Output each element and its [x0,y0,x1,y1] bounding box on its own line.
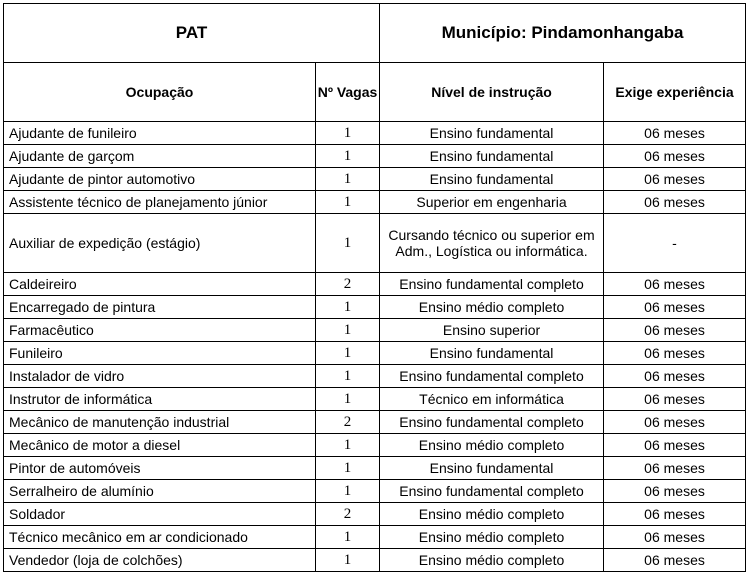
column-header-vagas: Nº Vagas [316,63,380,122]
cell-vagas: 1 [316,365,380,388]
table-row [4,168,746,191]
cell-experiencia: 06 meses [604,342,746,365]
cell-ocupacao: Assistente técnico de planejamento júnior [4,191,316,214]
cell-nivel: Ensino fundamental completo [380,411,604,434]
cell-vagas: 1 [316,434,380,457]
cell-vagas: 1 [316,296,380,319]
cell-experiencia: 06 meses [604,122,746,145]
cell-experiencia: 06 meses [604,480,746,503]
title-row [4,4,746,63]
cell-nivel: Ensino médio completo [380,434,604,457]
cell-nivel: Ensino fundamental completo [380,273,604,296]
table-row [4,122,746,145]
pat-title: PAT [4,4,380,63]
column-header-experiencia: Exige experiência [604,63,746,122]
cell-ocupacao: Vendedor (loja de colchões) [4,549,316,572]
cell-ocupacao: Auxiliar de expedição (estágio) [4,214,316,273]
cell-experiencia: 06 meses [604,296,746,319]
cell-nivel: Ensino fundamental completo [380,365,604,388]
table-row [4,319,746,342]
cell-ocupacao: Serralheiro de alumínio [4,480,316,503]
cell-ocupacao: Ajudante de funileiro [4,122,316,145]
cell-nivel: Ensino fundamental [380,342,604,365]
cell-nivel: Ensino fundamental [380,168,604,191]
cell-vagas: 1 [316,526,380,549]
cell-experiencia: 06 meses [604,388,746,411]
table-row [4,191,746,214]
cell-experiencia: 06 meses [604,145,746,168]
cell-nivel: Superior em engenharia [380,191,604,214]
cell-vagas: 2 [316,273,380,296]
municipality-title: Município: Pindamonhangaba [380,4,746,63]
table-row [4,273,746,296]
table-row [4,549,746,572]
cell-ocupacao: Soldador [4,503,316,526]
table-row [4,388,746,411]
cell-vagas: 1 [316,191,380,214]
cell-ocupacao: Funileiro [4,342,316,365]
cell-nivel: Ensino médio completo [380,526,604,549]
cell-nivel: Ensino médio completo [380,549,604,572]
cell-experiencia: 06 meses [604,168,746,191]
cell-ocupacao: Instrutor de informática [4,388,316,411]
table-row [4,145,746,168]
cell-ocupacao: Mecânico de manutenção industrial [4,411,316,434]
cell-experiencia: 06 meses [604,319,746,342]
table-row [4,214,746,273]
cell-nivel: Ensino fundamental [380,457,604,480]
table-row [4,526,746,549]
cell-vagas: 1 [316,342,380,365]
cell-nivel: Ensino superior [380,319,604,342]
table-row [4,457,746,480]
cell-experiencia: 06 meses [604,273,746,296]
cell-experiencia: 06 meses [604,191,746,214]
cell-ocupacao: Caldeireiro [4,273,316,296]
cell-ocupacao: Encarregado de pintura [4,296,316,319]
cell-experiencia: 06 meses [604,434,746,457]
cell-vagas: 1 [316,319,380,342]
table-row [4,480,746,503]
cell-nivel: Ensino médio completo [380,503,604,526]
cell-vagas: 1 [316,122,380,145]
cell-ocupacao: Técnico mecânico em ar condicionado [4,526,316,549]
cell-nivel: Ensino fundamental completo [380,480,604,503]
table-row [4,365,746,388]
cell-vagas: 1 [316,457,380,480]
cell-ocupacao: Instalador de vidro [4,365,316,388]
table-row [4,503,746,526]
cell-experiencia: 06 meses [604,526,746,549]
cell-vagas: 2 [316,503,380,526]
table-row [4,434,746,457]
cell-vagas: 1 [316,388,380,411]
table-row [4,411,746,434]
cell-ocupacao: Ajudante de garçom [4,145,316,168]
cell-experiencia: 06 meses [604,411,746,434]
cell-experiencia: 06 meses [604,457,746,480]
column-header-row [4,63,746,122]
table-row [4,296,746,319]
cell-ocupacao: Pintor de automóveis [4,457,316,480]
cell-vagas: 1 [316,549,380,572]
cell-vagas: 2 [316,411,380,434]
column-header-ocupacao: Ocupação [4,63,316,122]
column-header-nivel: Nível de instrução [380,63,604,122]
cell-nivel: Ensino fundamental [380,145,604,168]
cell-vagas: 1 [316,168,380,191]
cell-vagas: 1 [316,145,380,168]
cell-experiencia: - [604,214,746,273]
cell-ocupacao: Farmacêutico [4,319,316,342]
table-row [4,342,746,365]
cell-experiencia: 06 meses [604,503,746,526]
cell-ocupacao: Ajudante de pintor automotivo [4,168,316,191]
cell-nivel: Ensino médio completo [380,296,604,319]
cell-vagas: 1 [316,480,380,503]
cell-vagas: 1 [316,214,380,273]
cell-experiencia: 06 meses [604,549,746,572]
cell-nivel: Técnico em informática [380,388,604,411]
cell-ocupacao: Mecânico de motor a diesel [4,434,316,457]
cell-experiencia: 06 meses [604,365,746,388]
cell-nivel: Ensino fundamental [380,122,604,145]
cell-nivel: Cursando técnico ou superior em Adm., Logística ou informática. [380,214,604,273]
job-vacancies-table [3,3,746,572]
